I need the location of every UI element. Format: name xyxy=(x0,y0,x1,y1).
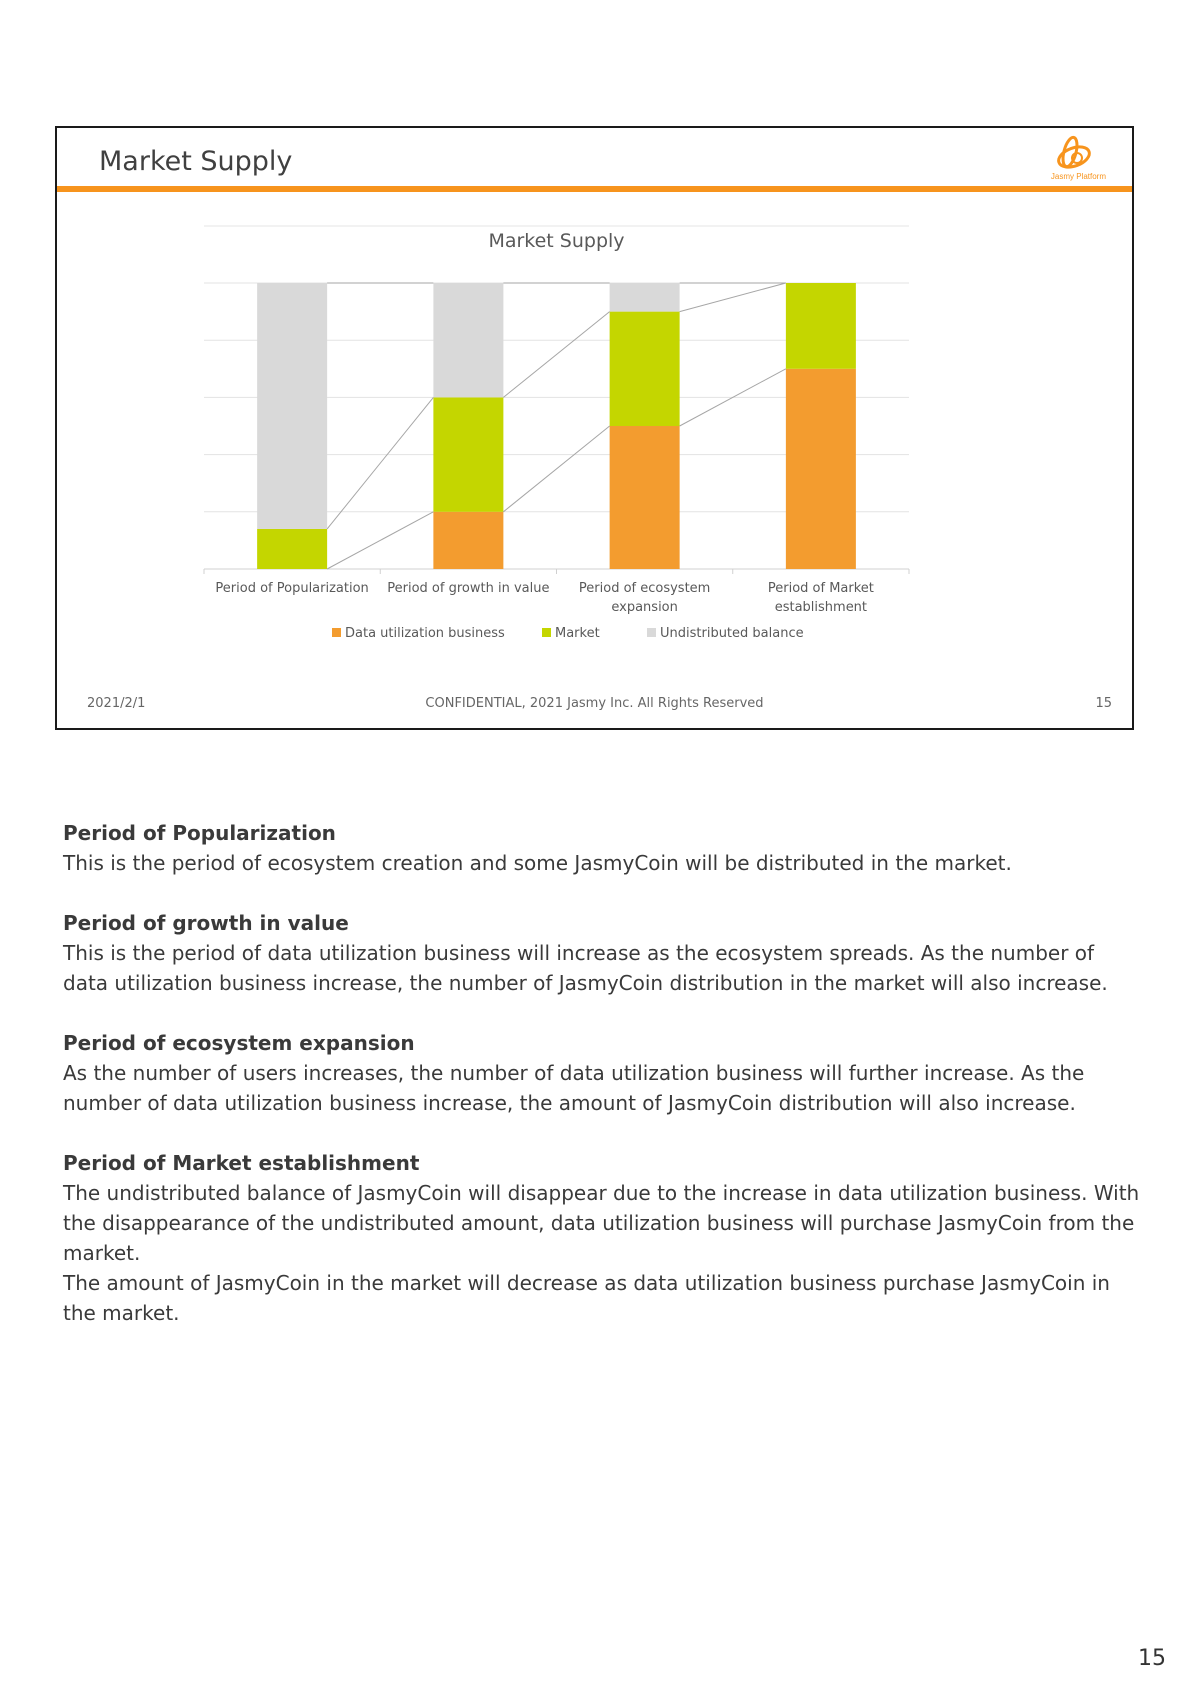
legend-swatch xyxy=(647,628,656,637)
bar-segment xyxy=(433,397,503,511)
x-tick-label: establishment xyxy=(774,600,868,615)
section-heading: Period of Popularization xyxy=(63,821,336,845)
x-tick-label: Period of growth in value xyxy=(387,581,550,596)
bar-segment xyxy=(610,312,680,426)
series-connector xyxy=(680,283,786,312)
notes-section xyxy=(63,1148,1143,1328)
slide-frame xyxy=(55,126,1134,730)
series-connector xyxy=(327,397,433,529)
x-tick-label: Period of Popularization xyxy=(215,581,369,596)
footer-date: 2021/2/1 xyxy=(87,696,146,711)
bar-segment xyxy=(257,283,327,529)
legend-label: Market xyxy=(555,626,600,641)
series-connector xyxy=(327,512,433,569)
x-tick-label: Period of Market xyxy=(767,581,874,596)
notes-section xyxy=(63,908,1143,998)
footer-slide-number: 15 xyxy=(1095,696,1112,711)
x-tick-label: Period of ecosystem xyxy=(578,581,711,596)
bar-segment xyxy=(610,426,680,569)
series-connector xyxy=(503,312,609,398)
section-text: The undistributed balance of JasmyCoin will disappear due to the increase in data utilization business. With the disappearance of the undistributed amount, data utilization business will purchase JasmyCoin from the market. xyxy=(63,1181,1140,1265)
notes-section xyxy=(63,818,1143,878)
bar-segment xyxy=(433,283,503,397)
legend-label: Data utilization business xyxy=(345,626,505,641)
section-text: The amount of JasmyCoin in the market will decrease as data utilization business purchase JasmyCoin in the market. xyxy=(63,1271,1110,1325)
bar-segment xyxy=(786,283,856,369)
x-tick-label: expansion xyxy=(611,600,678,615)
section-text: As the number of users increases, the number of data utilization business will further increase. As the number of data utilization business increase, the amount of JasmyCoin distribution will also increase. xyxy=(63,1061,1085,1115)
bar-segment xyxy=(257,529,327,569)
bar-segment xyxy=(433,512,503,569)
chart-title: Market Supply xyxy=(488,230,625,252)
section-heading: Period of growth in value xyxy=(63,911,349,935)
bar-segment xyxy=(786,369,856,569)
footer-confidential: CONFIDENTIAL, 2021 Jasmy Inc. All Rights Reserved xyxy=(425,696,764,711)
section-text: This is the period of data utilization business will increase as the ecosystem spreads. As the number of data utilization business increase, the number of JasmyCoin distribution in the market will also increase. xyxy=(63,941,1108,995)
legend-swatch xyxy=(332,628,341,637)
section-heading: Period of Market establishment xyxy=(63,1151,420,1175)
legend-label: Undistributed balance xyxy=(660,626,804,641)
legend-swatch xyxy=(542,628,551,637)
page-number: 15 xyxy=(1138,1646,1166,1671)
slide-title: Market Supply xyxy=(99,146,293,177)
notes xyxy=(63,818,1143,1358)
series-connector xyxy=(503,426,609,512)
market-supply-chart xyxy=(57,128,1132,728)
bar-segment xyxy=(610,283,680,312)
logo-text: Jasmy Platform xyxy=(1050,172,1106,181)
section-heading: Period of ecosystem expansion xyxy=(63,1031,415,1055)
section-text: This is the period of ecosystem creation and some JasmyCoin will be distributed in the market. xyxy=(63,851,1012,875)
notes-section xyxy=(63,1028,1143,1118)
